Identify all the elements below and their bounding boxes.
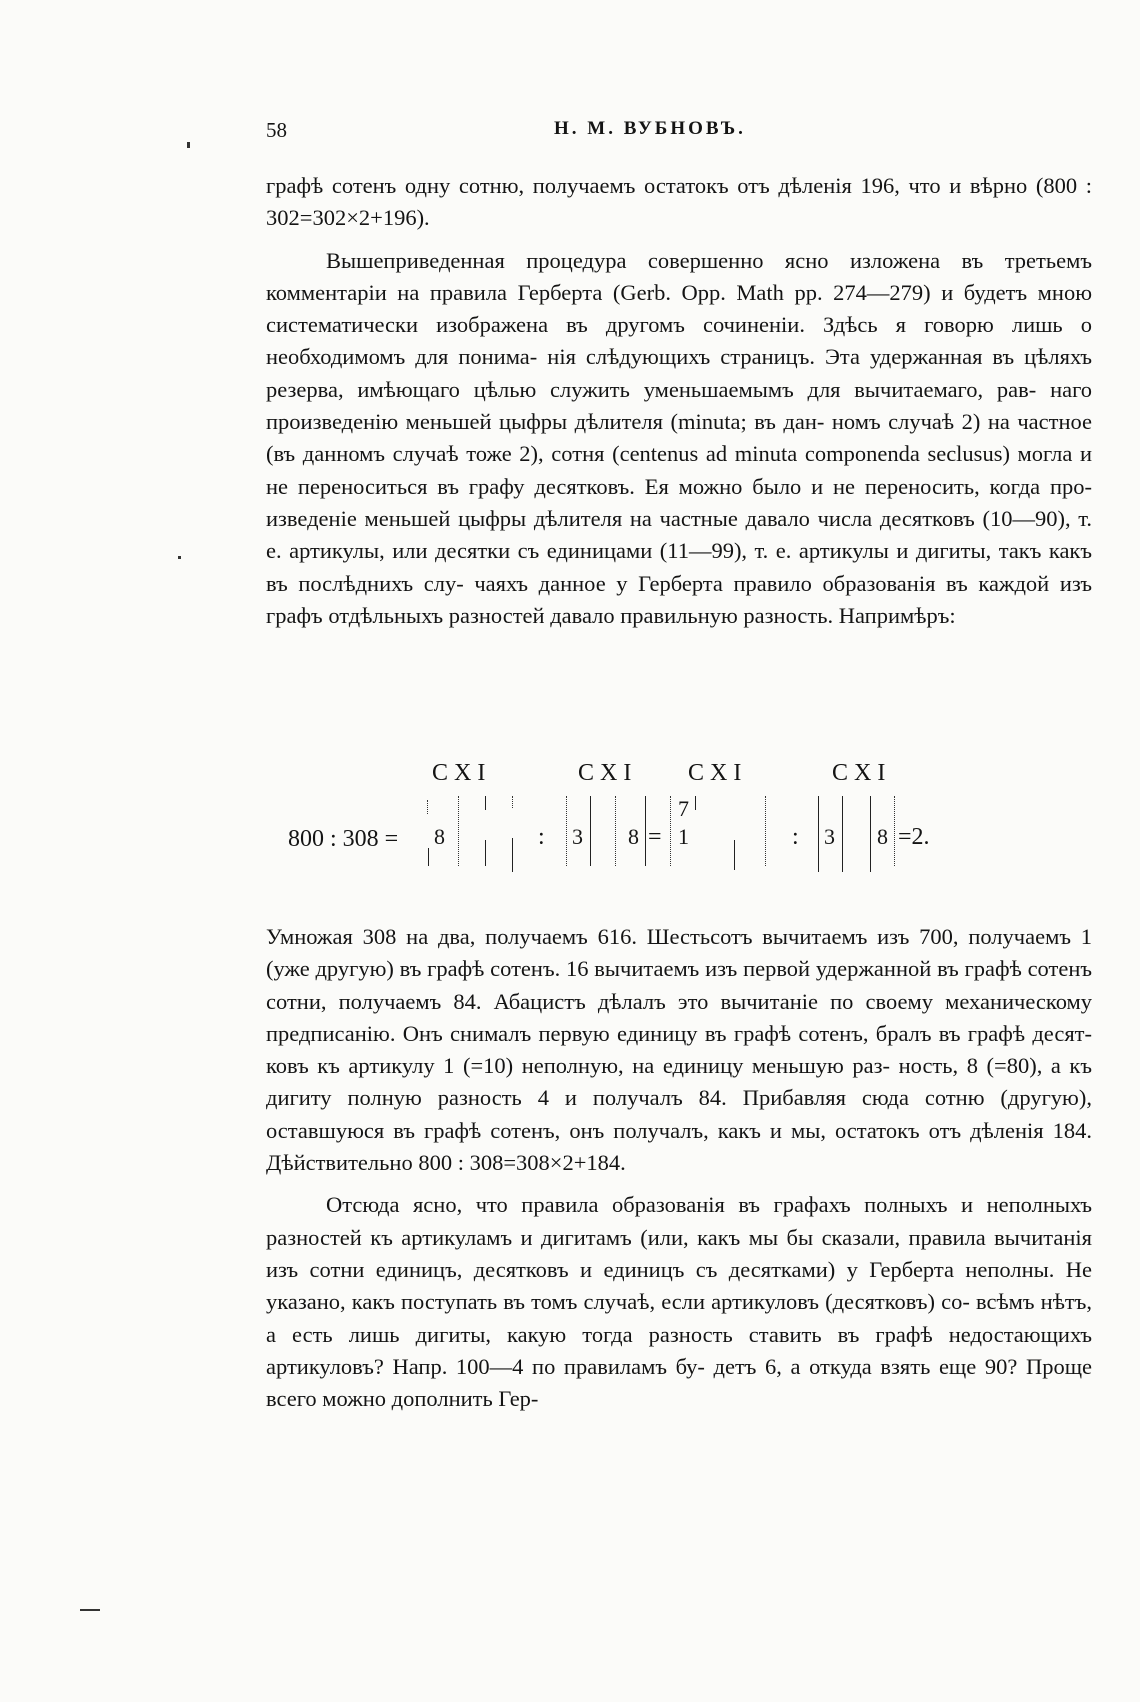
text-line: получалъ, какъ и мы, остатокъ отъ дѣленія 184. Дѣйствительно <box>266 1117 1093 1176</box>
text-block-bottom <box>266 921 1092 1415</box>
text-line: ность, 8 (=80), а къ дигиту полную разность 4 и получалъ 84. <box>266 1053 1092 1111</box>
equation-lhs: 800 : 308 = <box>288 826 399 852</box>
digit: 3 <box>572 824 583 849</box>
text-line: сочиненіи. Здѣсь я говорю лишь о необходимомъ для понима- <box>266 312 1092 370</box>
digit: 7 <box>678 796 689 821</box>
text-line: (11—99), т. е. артикулы и дигиты, такъ какъ въ послѣднихъ слу- <box>266 538 1092 596</box>
separator: : <box>538 824 545 850</box>
equation-rhs: =2. <box>898 824 930 850</box>
text-line: изведеніе меньшей цыфры дѣлителя на частные давало числа <box>266 505 873 531</box>
page-header <box>266 118 1088 148</box>
column-header-cxi: C X I <box>432 760 486 786</box>
text-line: что и вѣрно (800 : 302=302×2+196). <box>266 173 1092 231</box>
text-line: неполныхъ разностей къ артикуламъ и дигитамъ (или, какъ мы бы <box>266 1192 1092 1250</box>
running-head: Н. М. ВУБНОВЪ. <box>554 118 746 139</box>
text-line: нія слѣдующихъ страницъ. Эта удержанная въ цѣляхъ резерва, <box>266 344 1092 402</box>
equals-sign: = <box>648 824 662 850</box>
text-line: наго произведенію меньшей цыфры дѣлителя (minuta; въ дан- <box>266 376 1093 435</box>
text-line: сказали, правила вычитанія изъ сотни единицъ, десятковъ и <box>266 1224 1093 1282</box>
margin-mark <box>187 142 190 148</box>
text-line: дѣлалъ это вычитаніе по своему механическому предписанію. Онъ <box>266 988 1093 1046</box>
text-line: всѣмъ нѣтъ, а есть лишь дигиты, какую тогда разность ставить въ <box>266 1289 1093 1347</box>
text-line: первой удержанной въ графѣ сотенъ сотни, получаемъ 84. Абацистъ <box>266 956 1093 1014</box>
paragraph <box>266 1189 1092 1415</box>
separator: : <box>792 824 799 850</box>
text-line: отдѣльныхъ разностей давало правильную разность. Напримѣръ: <box>328 602 956 628</box>
column-header-cxi: C X I <box>578 760 632 786</box>
text-line: 700, получаемъ 1 (уже другую) въ графѣ сотенъ. 16 вычитаемъ изъ <box>266 924 1092 982</box>
text-line: десятковъ (10—90), т. е. артикулы, или десятки съ единицами <box>266 505 1093 564</box>
text-line: графѣ сотенъ одну сотню, получаемъ остатокъ отъ дѣленія 196, <box>266 173 900 198</box>
text-block-top <box>266 170 1092 632</box>
digit: 8 <box>434 824 445 849</box>
digit: 8 <box>628 824 639 849</box>
text-line: номъ случаѣ 2) на частное (въ данномъ случаѣ тоже 2), сотня <box>266 409 1093 467</box>
text-line: третьемъ комментаріи на правила Герберта (Gerb. Opp. Math pp. <box>266 247 1092 305</box>
paragraph <box>266 245 1092 633</box>
text-line: въ графу десятковъ. Ея можно было и не переносить, когда про- <box>437 473 1093 499</box>
text-line: Вышеприведенная процедура совершенно ясно изложена въ <box>326 247 984 273</box>
paragraph <box>266 170 1092 235</box>
text-line: 800 : 308=308×2+184. <box>418 1150 626 1176</box>
text-line: Умножая 308 на два, получаемъ 616. Шестьсотъ вычитаемъ изъ <box>266 924 910 949</box>
text-line: Прибавляя сюда сотню (другую), оставшуюся въ графѣ сотенъ, онъ <box>266 1085 1092 1143</box>
text-line: 274—279) и будетъ мною систематически изображена въ другомъ <box>266 279 1093 338</box>
margin-mark <box>80 1609 100 1611</box>
text-line: графѣ недостающихъ артикуловъ? Напр. 100—4 по правиламъ бу- <box>266 1321 1092 1379</box>
division-diagram <box>288 760 1050 890</box>
page-number: 58 <box>266 118 287 142</box>
digit: 3 <box>824 824 835 849</box>
digit: 8 <box>877 824 888 849</box>
text-line: единицъ съ десятками) у Герберта неполны. Не указано, какъ <box>266 1256 1092 1315</box>
text-line: (centenus ad minuta componenda seclusus) могла и не переноситься <box>266 441 1093 499</box>
text-line: чаяхъ данное у Герберта правило образованія въ каждой изъ графъ <box>266 570 1093 628</box>
column-header-cxi: C X I <box>832 760 886 786</box>
text-line: Отсюда ясно, что правила образованія въ графахъ полныхъ и <box>326 1192 974 1218</box>
paragraph <box>266 921 1092 1179</box>
text-line: снималъ первую единицу въ графѣ сотенъ, бралъ въ графѣ десят- <box>450 1020 1092 1046</box>
digit: 1 <box>678 824 689 849</box>
text-line: поступать въ томъ случаѣ, если артикуловъ (десятковъ) со- <box>401 1289 970 1315</box>
margin-mark <box>178 556 181 559</box>
column-header-cxi: C X I <box>688 760 742 786</box>
text-line: ковъ къ артикулу 1 (=10) неполную, на единицу меньшую раз- <box>266 1053 891 1079</box>
text-line: детъ 6, а откуда взять еще 90? Проще всего можно дополнить Гер- <box>266 1353 1093 1412</box>
text-line: имѣющаго цѣлью служить уменьшаемымъ для вычитаемаго, рав- <box>357 376 1037 402</box>
